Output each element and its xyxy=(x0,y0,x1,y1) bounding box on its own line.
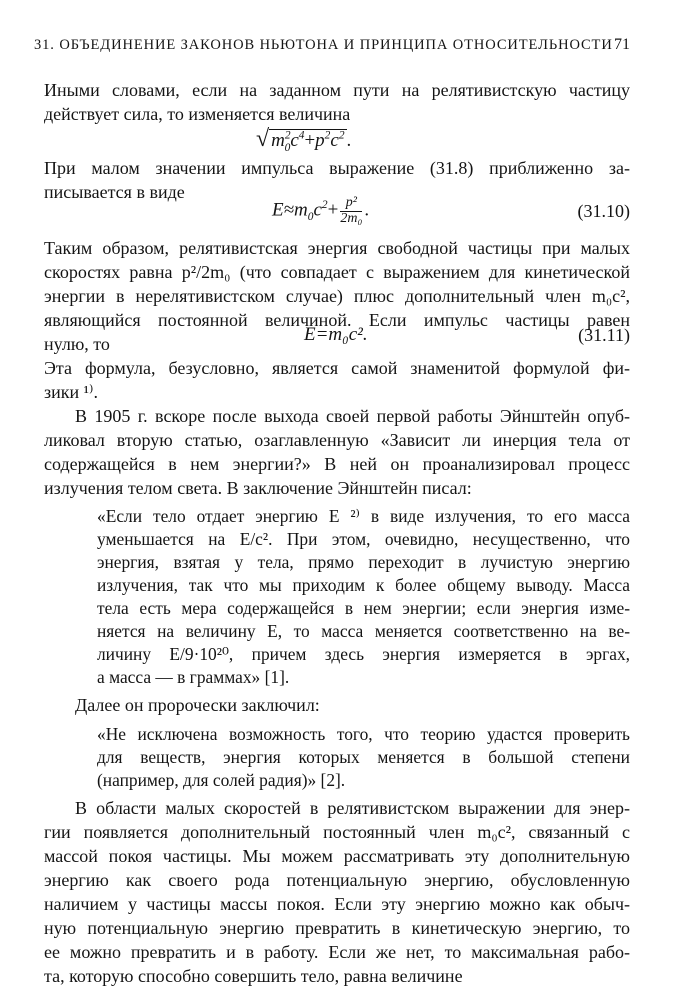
quote-line: уменьшается на E/c². При этом, очевидно, несущественно, что xyxy=(97,529,630,549)
text-line: Иными словами, если на заданном пути на релятивистскую частицу xyxy=(44,80,630,100)
equation-number: (31.10) xyxy=(577,201,630,221)
running-header xyxy=(34,37,630,59)
text-line: писывается в виде xyxy=(44,182,185,202)
formula-sqrt xyxy=(256,126,351,154)
quote-line: «Не исключена возможность того, что теорию удастся проверить xyxy=(97,724,630,744)
sqrt-expression: √ $m^2_0c^4+p^2c^2$ . xyxy=(256,126,352,154)
text-line: При малом значении импульса выражение (31.8) приближенно за- xyxy=(44,158,630,178)
quote-line: излучения, так что мы приходим к более общему выводу. Масса xyxy=(97,575,630,595)
equation-31-11: E=m₀c². xyxy=(304,324,368,345)
text-line: энергию как своего рода потенциальную энергию, обусловленную xyxy=(44,870,630,890)
quote-line: а масса — в граммах» [1]. xyxy=(97,667,290,687)
text-line: гии появляется дополнительный постоянный член m₀c², связанный с xyxy=(44,822,630,842)
text-line: В 1905 г. вскоре после выхода своей первой работы Эйнштейн опуб- xyxy=(75,406,630,426)
section-title: 31. ОБЪЕДИНЕНИЕ ЗАКОНОВ НЬЮТОНА И ПРИНЦИПА ОТНОСИТЕЛЬНОСТИ xyxy=(34,37,613,53)
text-line: В области малых скоростей в релятивистском выражении для энер- xyxy=(75,798,630,818)
fraction: $\frac{\text{p²}}{\text{2m₀}}$ xyxy=(340,195,363,226)
quote-line: «Если тело отдает энергию E ²⁾ в виде излучения, то его масса xyxy=(97,506,630,526)
text-line: та, которую способно совершить тело, равна величине xyxy=(44,966,463,986)
text-line: зики ¹⁾. xyxy=(44,382,98,402)
radicand: $m^2_0c^4+p^2c^2$ xyxy=(271,129,345,154)
radical-sign: √ xyxy=(256,126,270,152)
text-line: массой покоя частицы. Мы можем рассматривать эту дополнительную xyxy=(44,846,630,866)
quote-line: энергия, взятая у тела, прямо переходит в лучистую энергию xyxy=(97,552,630,572)
quote-line: личину E/9·10²⁰, причем здесь энергия измеряется в эргах, xyxy=(97,644,630,664)
quote-line: для веществ, энергия которых меняется в большой степени xyxy=(97,747,630,767)
text-line: Эта формула, безусловно, является самой знаменитой формулой фи- xyxy=(44,358,630,378)
text-line: ную потенциальную энергию превратить в кинетическую энергию, то xyxy=(44,918,630,938)
text-line: Далее он пророчески заключил: xyxy=(75,695,320,715)
quote-line: няется на величину E, то масса меняется соответственно на ве- xyxy=(97,621,630,641)
text-line: нулю, то xyxy=(44,334,110,354)
text-line: содержащейся в нем энергии?» В ней он проанализировал процесс xyxy=(44,454,630,474)
quote-line: тела есть мера содержащейся в нем энергии; если энергия изме- xyxy=(97,598,630,618)
equation-number: (31.11) xyxy=(578,325,630,345)
text-line: являющийся постоянной величиной. Если импульс частицы равен xyxy=(44,310,630,330)
text-line: ликовал вторую статью, озаглавленную «Зависит ли инерция тела от xyxy=(44,430,630,450)
text-line: действует сила, то изменяется величина xyxy=(44,104,351,124)
text-line: излучения телом света. В заключение Эйнштейн писал: xyxy=(44,478,472,498)
text-line: ее можно превратить и в работу. Если же нет, то максимальная рабо- xyxy=(44,942,630,962)
text-line: энергии в нерелятивистском случае) плюс дополнительный член m₀c², xyxy=(44,286,630,306)
equation-31-10: $E\approx m_0c^2+$ $\frac{\text{p²}}{\text{2m₀}}$ . xyxy=(272,195,370,226)
text-line: наличием у частицы массы покоя. Если эту энергию можно как обыч- xyxy=(44,894,630,914)
quote-line: (например, для солей радия)» [2]. xyxy=(97,770,346,790)
text-line: скоростях равна p²/2m₀ (что совпадает с выражением для кинетической xyxy=(44,262,630,282)
text-line: Таким образом, релятивистская энергия свободной частицы при малых xyxy=(44,238,630,258)
page-number: 71 xyxy=(614,36,630,53)
